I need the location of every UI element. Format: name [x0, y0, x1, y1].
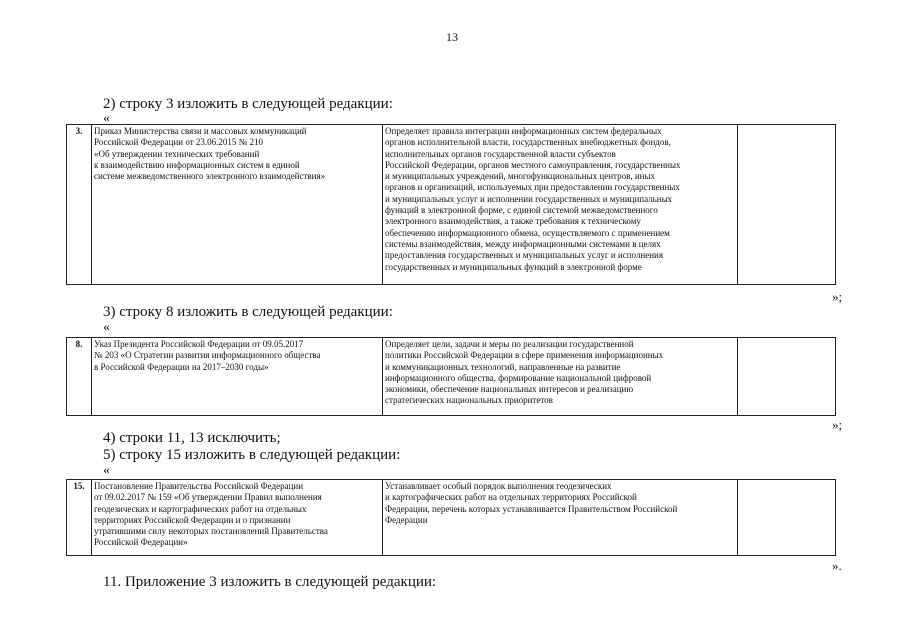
doc-line: к взаимодействию информационных систем в единой — [94, 159, 300, 170]
empty-cell — [738, 480, 836, 556]
open-quote: « — [103, 320, 110, 335]
desc-line: Устанавливает особый порядок выполнения геодезических — [385, 481, 612, 491]
table-row — [67, 338, 836, 416]
amend-table-row-8 — [66, 337, 836, 416]
document-cell — [92, 480, 383, 556]
instruction-appendix-3: 11. Приложение 3 изложить в следующей редакции: — [103, 574, 437, 590]
doc-line: системе межведомственного электронного взаимодействия» — [94, 171, 326, 182]
open-quote: « — [103, 463, 110, 478]
desc-line: и коммуникационных технологий, направленные на развитие — [385, 361, 621, 372]
row-number: 8. — [67, 338, 92, 416]
desc-line: государственных и муниципальных функций в электронной форме — [385, 261, 642, 272]
amend-table-row-15 — [66, 479, 836, 556]
desc-line: системы взаимодействия, между информационными системами в целях — [385, 238, 661, 249]
doc-line: от 09.02.2017 № 159 «Об утверждении Правил выполнения — [94, 492, 322, 503]
open-quote: « — [103, 111, 110, 126]
doc-line: Указ Президента Российской Федерации от 09.05.2017 — [94, 339, 304, 349]
close-quote: »; — [832, 289, 843, 304]
table-row — [67, 125, 836, 285]
doc-line: Постановление Правительства Российской Федерации — [94, 481, 304, 491]
description-cell — [383, 480, 738, 556]
table-row — [67, 480, 836, 556]
description-cell — [383, 338, 738, 416]
desc-line: Определяет правила интеграции информационных систем федеральных — [385, 126, 662, 136]
empty-cell — [738, 338, 836, 416]
description-cell — [383, 125, 738, 285]
doc-line: «Об утверждении технических требований — [94, 148, 260, 159]
desc-line: электронного взаимодействия, а также требования к техническому — [385, 216, 641, 227]
desc-line: органов и организаций, используемых при предоставлении государственных — [385, 182, 680, 193]
desc-line: и муниципальных услуг и исполнении государственных и муниципальных — [385, 193, 673, 204]
doc-line: в Российской Федерации на 2017–2030 годы» — [94, 361, 269, 372]
desc-line: Российской Федерации, органов местного самоуправления, государственных — [385, 159, 681, 170]
instruction-row-3: 2) строку 3 изложить в следующей редакции: — [103, 96, 393, 112]
desc-line: органов исполнительной власти, государственных внебюджетных фондов, — [385, 137, 671, 148]
desc-line: Определяет цели, задачи и меры по реализации государственной — [385, 339, 634, 349]
document-cell — [92, 338, 383, 416]
document-cell — [92, 125, 383, 285]
desc-line: и муниципальных учреждений, многофункциональных центров, иных — [385, 171, 655, 182]
doc-line: Приказ Министерства связи и массовых коммуникаций — [94, 126, 307, 136]
doc-line: территориях Российской Федерации и о признании — [94, 514, 291, 525]
doc-line: № 203 «О Стратегии развития информационного общества — [94, 350, 321, 361]
instruction-row-8: 3) строку 8 изложить в следующей редакции: — [103, 304, 393, 320]
desc-line: предоставления государственных и муниципальных услуг и исполнения — [385, 250, 663, 261]
desc-line: информационного общества, формирование национальной цифровой — [385, 372, 652, 383]
doc-line: Российской Федерации» — [94, 537, 188, 548]
empty-cell — [738, 125, 836, 285]
doc-line: утратившими силу некоторых постановлений Правительства — [94, 526, 328, 537]
row-number: 15. — [67, 480, 92, 556]
close-quote: »; — [832, 417, 843, 432]
desc-line: экономики, обеспечение национальных интересов и реализацию — [385, 384, 634, 395]
amend-table-row-3 — [66, 124, 836, 285]
page-number: 13 — [446, 30, 458, 44]
desc-line: политики Российской Федерации в сфере применения информационных — [385, 350, 664, 361]
instruction-exclude-rows: 4) строки 11, 13 исключить; — [103, 430, 281, 446]
desc-line: стратегических национальных приоритетов — [385, 395, 553, 406]
desc-line: обеспечению информационного обмена, осуществляемого с применением — [385, 227, 670, 238]
doc-line: Российской Федерации от 23.06.2015 № 210 — [94, 137, 264, 148]
doc-line: геодезических и картографических работ на отдельных — [94, 503, 307, 514]
instruction-row-15: 5) строку 15 изложить в следующей редакции: — [103, 447, 401, 463]
desc-line: функций в электронной форме, с единой системой межведомственного — [385, 205, 658, 216]
row-number: 3. — [67, 125, 92, 285]
desc-line: исполнительных органов государственной власти субъектов — [385, 148, 616, 159]
desc-line: и картографических работ на отдельных территориях Российской — [385, 492, 637, 503]
desc-line: Федерации, перечень которых устанавливается Правительством Российской — [385, 503, 678, 514]
desc-line: Федерации — [385, 514, 428, 525]
close-quote: ». — [832, 558, 842, 573]
